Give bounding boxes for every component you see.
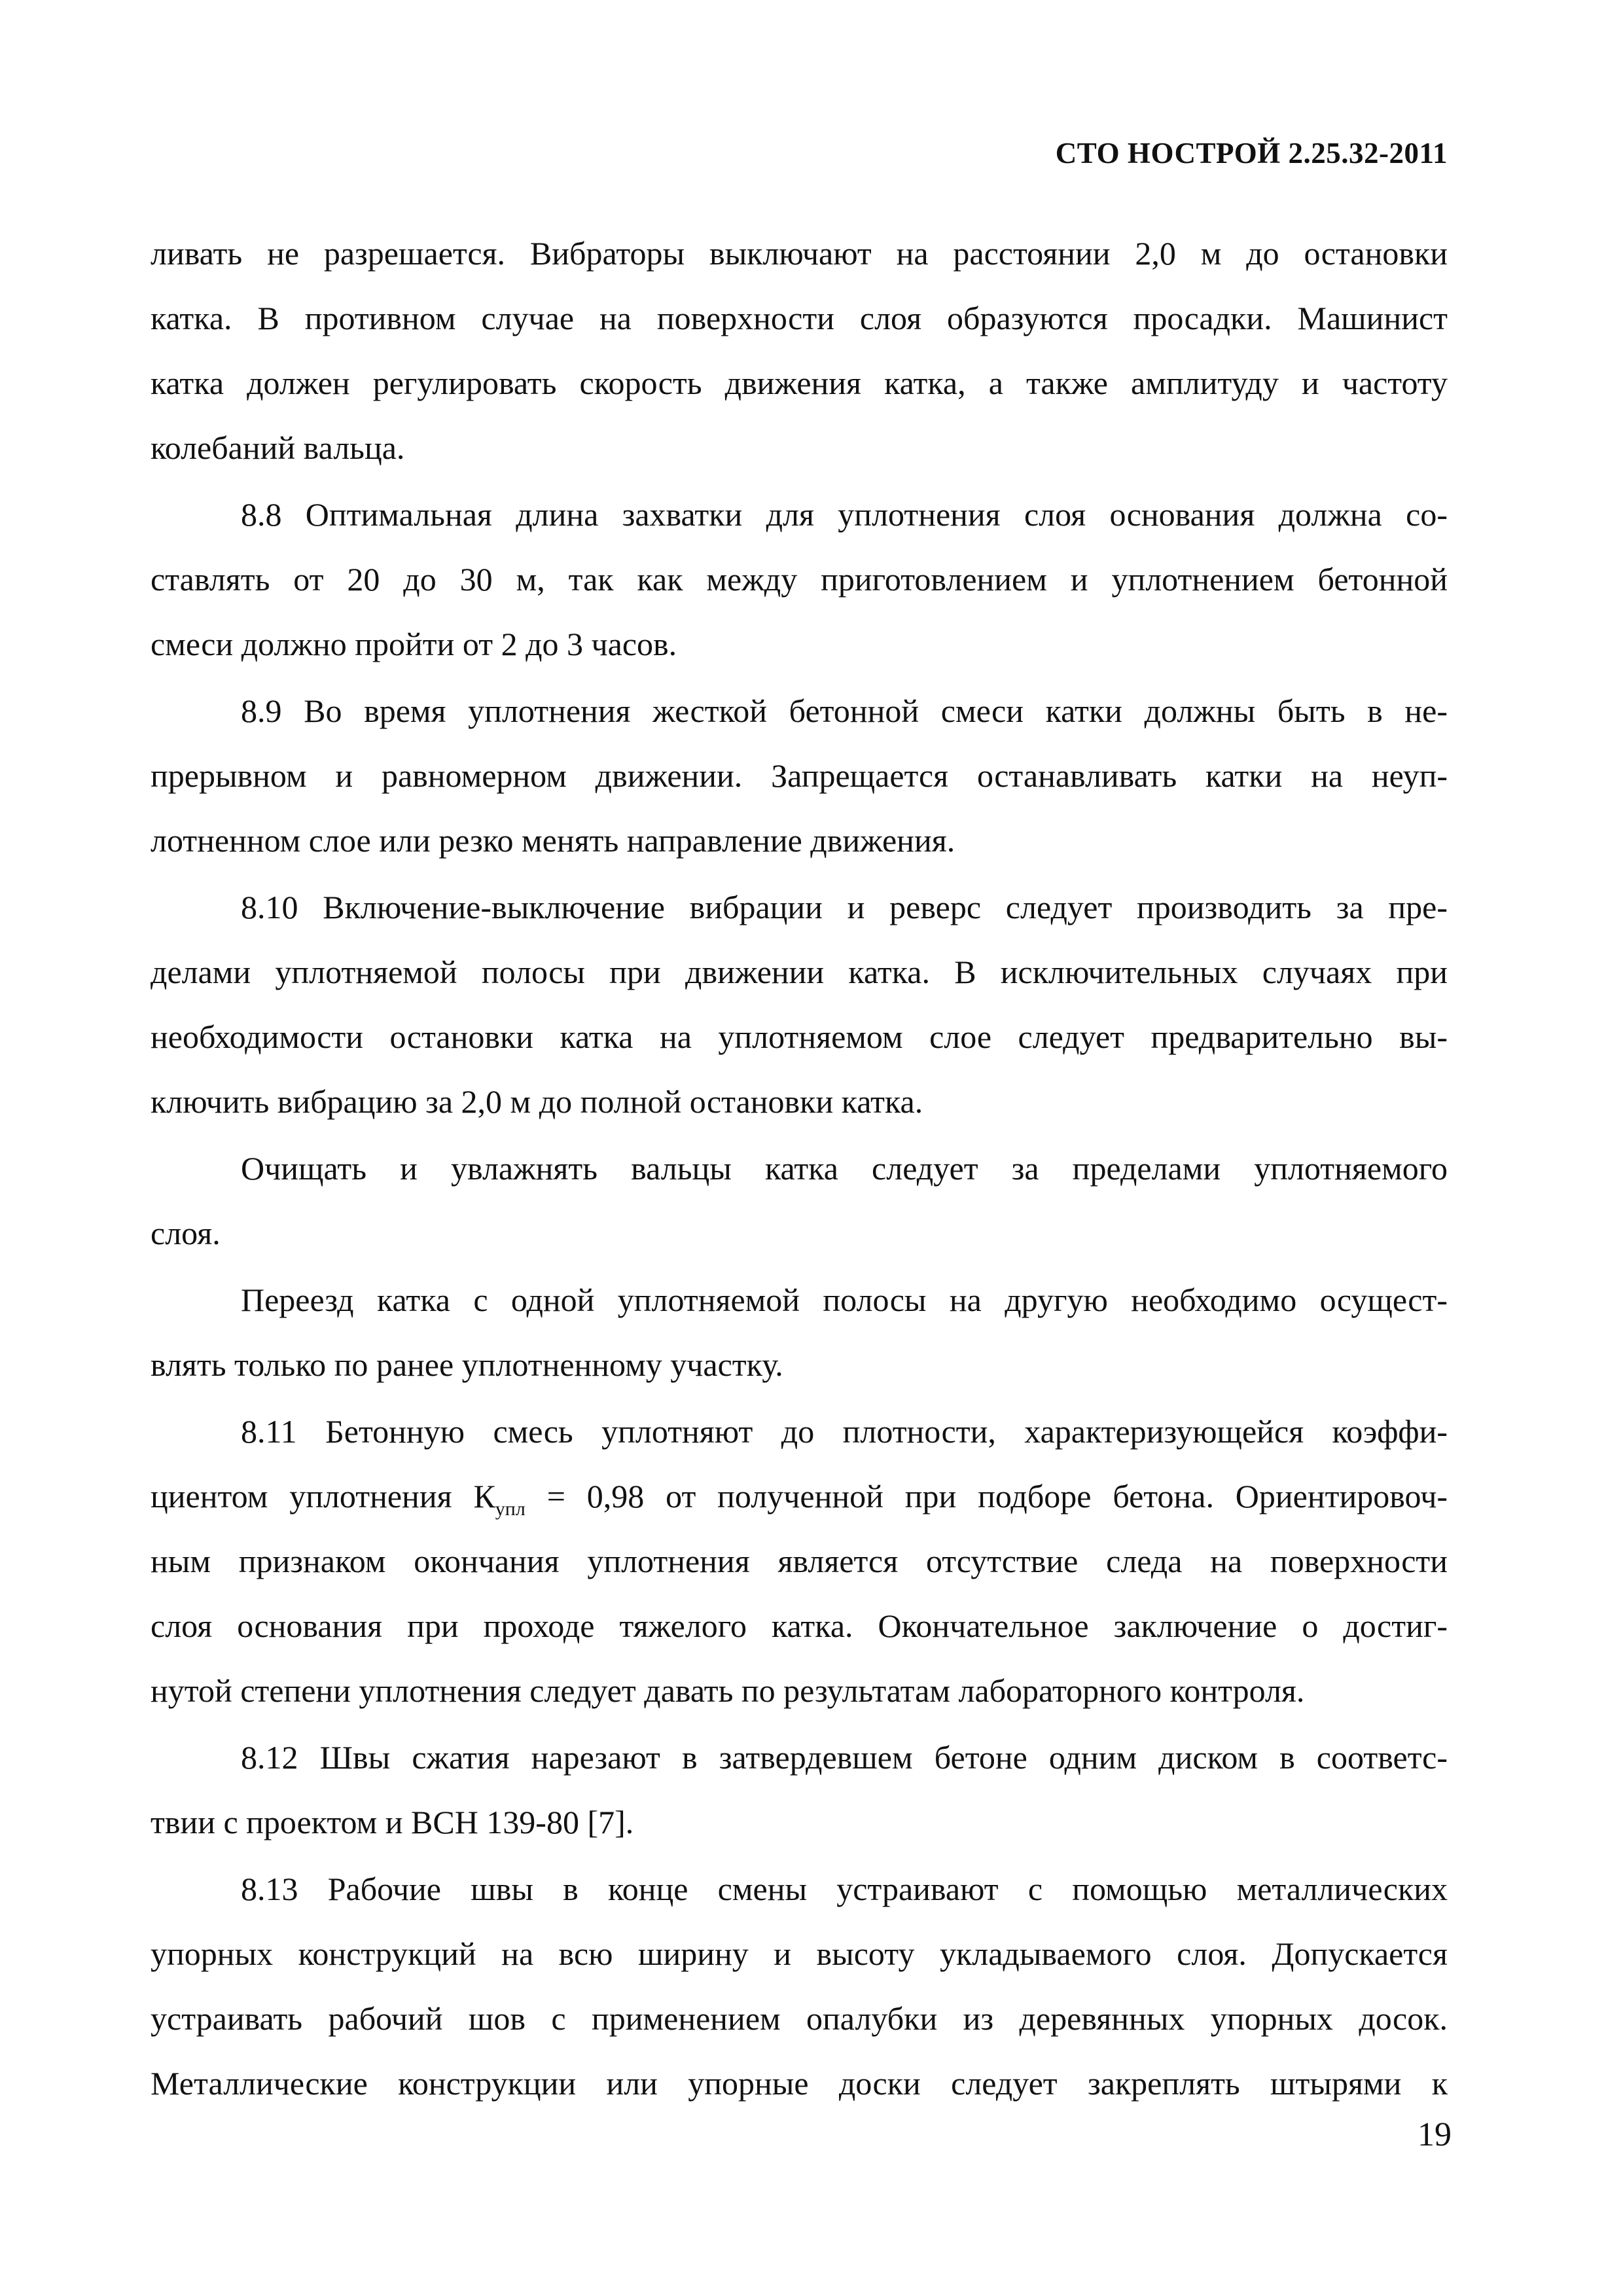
paragraph-8-9 [151,679,1448,873]
text-line: нутой степени уплотнения следует давать по результатам лабораторного контроля. [151,1672,1305,1709]
text-line: слоя основания при проходе тяжелого катка. Окончательное заключение о достиг- [151,1607,1448,1644]
text-line: 8.11 Бетонную смесь уплотняют до плотности, характеризующейся коэффи- [241,1413,1448,1450]
body-text [151,221,1448,2116]
paragraph-8-13 [151,1857,1448,2116]
text-line: ставлять от 20 до 30 м, так как между приготовлением и уплотнением бетонной [151,561,1448,598]
text-line: лотненном слое или резко менять направление движения. [151,822,955,859]
text-line: смеси должно пройти от 2 до 3 часов. [151,626,677,662]
paragraph-8-12 [151,1725,1448,1855]
formula-text-before: циентом уплотнения К [151,1478,495,1515]
text-line: делами уплотняемой полосы при движении катка. В исключительных случаях при [151,954,1448,990]
text-line: 8.10 Включение-выключение вибрации и реверс следует производить за пре- [241,889,1448,925]
text-line: колебаний вальца. [151,429,405,466]
paragraph-8-8 [151,482,1448,677]
paragraph-8-11 [151,1399,1448,1723]
text-line: влять только по ранее уплотненному участку. [151,1346,783,1383]
text-line: ключить вибрацию за 2,0 м до полной остановки катка. [151,1083,923,1120]
text-line: Металлические конструкции или упорные доски следует закреплять штырями к [151,2065,1448,2102]
text-line: ливать не разрешается. Вибраторы выключают на расстоянии 2,0 м до остановки [151,235,1448,272]
compaction-subscript: упл [495,1498,526,1520]
text-line: катка должен регулировать скорость движения катка, а также амплитуду и частоту [151,365,1448,401]
text-line: Очищать и увлажнять вальцы катка следует за пределами уплотняемого [241,1150,1448,1187]
formula-line [151,1464,1448,1529]
paragraph-8-10 [151,875,1448,1134]
text-line: прерывном и равномерном движении. Запрещается останавливать катки на неуп- [151,757,1448,794]
text-line: слоя. [151,1215,221,1251]
text-line: необходимости остановки катка на уплотняемом слое следует предварительно вы- [151,1018,1448,1055]
text-line: 8.9 Во время уплотнения жесткой бетонной смеси катки должны быть в не- [241,692,1448,729]
text-line: устраивать рабочий шов с применением опалубки из деревянных упорных досок. [151,2000,1448,2037]
text-line: 8.12 Швы сжатия нарезают в затвердевшем бетоне одним диском в соответс- [241,1739,1448,1776]
paragraph-roller-crossing [151,1268,1448,1397]
text-line: твии с проектом и ВСН 139-80 [7]. [151,1804,634,1840]
text-line: ным признаком окончания уплотнения является отсутствие следа на поверхности [151,1543,1448,1579]
text-line: упорных конструкций на всю ширину и высоту укладываемого слоя. Допускается [151,1935,1448,1972]
document-code-header: СТО НОСТРОЙ 2.25.32-2011 [1055,137,1448,170]
text-line: Переезд катка с одной уплотняемой полосы на другую необходимо осущест- [241,1282,1448,1318]
paragraph-cleaning-rollers [151,1136,1448,1266]
formula-text-after: = 0,98 от полученной при подборе бетона. Ориентировоч- [525,1478,1448,1515]
text-line: катка. В противном случае на поверхности слоя образуются просадки. Машинист [151,300,1448,336]
page-number: 19 [1418,2116,1452,2153]
text-line: 8.8 Оптимальная длина захватки для уплотнения слоя основания должна со- [241,496,1448,533]
text-line: 8.13 Рабочие швы в конце смены устраивают с помощью металлических [241,1871,1448,1907]
paragraph-continuation [151,221,1448,480]
